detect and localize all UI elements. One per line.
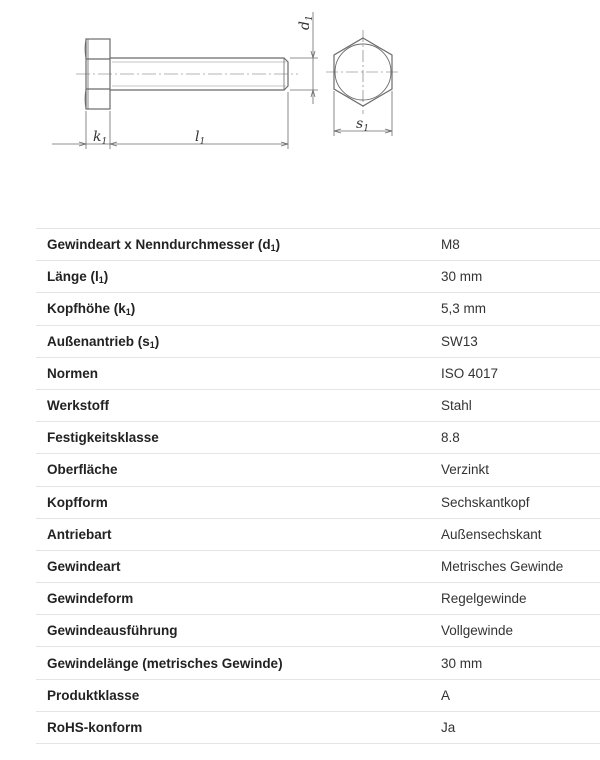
table-row [36, 454, 600, 486]
spec-table [36, 228, 600, 744]
spec-label: RoHS-konform [36, 711, 430, 743]
spec-value: 30 mm [430, 261, 600, 293]
spec-value: Verzinkt [430, 454, 600, 486]
bolt-drawing-svg [0, 0, 600, 200]
spec-table-body [36, 229, 600, 744]
spec-value: M8 [430, 229, 600, 261]
spec-label: Produktklasse [36, 679, 430, 711]
table-row [36, 486, 600, 518]
spec-value: Ja [430, 711, 600, 743]
spec-value: Regelgewinde [430, 583, 600, 615]
spec-value: Stahl [430, 389, 600, 421]
spec-value: SW13 [430, 325, 600, 357]
table-row [36, 647, 600, 679]
bolt-technical-drawing [0, 0, 600, 200]
table-row [36, 389, 600, 421]
table-row [36, 615, 600, 647]
spec-label: Antriebart [36, 518, 430, 550]
table-row [36, 229, 600, 261]
spec-label: Oberfläche [36, 454, 430, 486]
spec-label: Außenantrieb $(s_1)$ [36, 325, 430, 357]
table-row [36, 325, 600, 357]
d1-label: $d_1$ [297, 15, 315, 30]
table-row [36, 583, 600, 615]
spec-label: Gewindeart x Nenndurchmesser $(d_1)$ [36, 229, 430, 261]
table-row [36, 679, 600, 711]
spec-value: Vollgewinde [430, 615, 600, 647]
length-dimension [52, 92, 288, 149]
spec-label: Werkstoff [36, 389, 430, 421]
spec-value: Metrisches Gewinde [430, 550, 600, 582]
spec-value: Außensechskant [430, 518, 600, 550]
spec-label: Gewindelänge (metrisches Gewinde) [36, 647, 430, 679]
hex-head-top-view [326, 30, 400, 114]
table-row [36, 711, 600, 743]
table-row [36, 550, 600, 582]
spec-value: A [430, 679, 600, 711]
spec-label: Länge $(l_1)$ [36, 261, 430, 293]
table-row [36, 293, 600, 325]
spec-value: 5,3 mm [430, 293, 600, 325]
s1-label: $s_1$ [356, 116, 369, 134]
spec-label: Gewindeform [36, 583, 430, 615]
spec-value: 30 mm [430, 647, 600, 679]
spec-label: Kopfhöhe $(k_1)$ [36, 293, 430, 325]
spec-label: Gewindeart [36, 550, 430, 582]
k1-label: $k_1$ [93, 129, 108, 147]
table-row [36, 422, 600, 454]
spec-value: 8.8 [430, 422, 600, 454]
table-row [36, 357, 600, 389]
spec-label: Gewindeausführung [36, 615, 430, 647]
spec-value: Sechskantkopf [430, 486, 600, 518]
table-row [36, 518, 600, 550]
spec-label: Kopfform [36, 486, 430, 518]
l1-label: $l_1$ [195, 129, 206, 147]
table-row [36, 261, 600, 293]
bolt-side-view [76, 39, 298, 109]
spec-label: Normen [36, 357, 430, 389]
spec-label: Festigkeitsklasse [36, 422, 430, 454]
spec-value: ISO 4017 [430, 357, 600, 389]
